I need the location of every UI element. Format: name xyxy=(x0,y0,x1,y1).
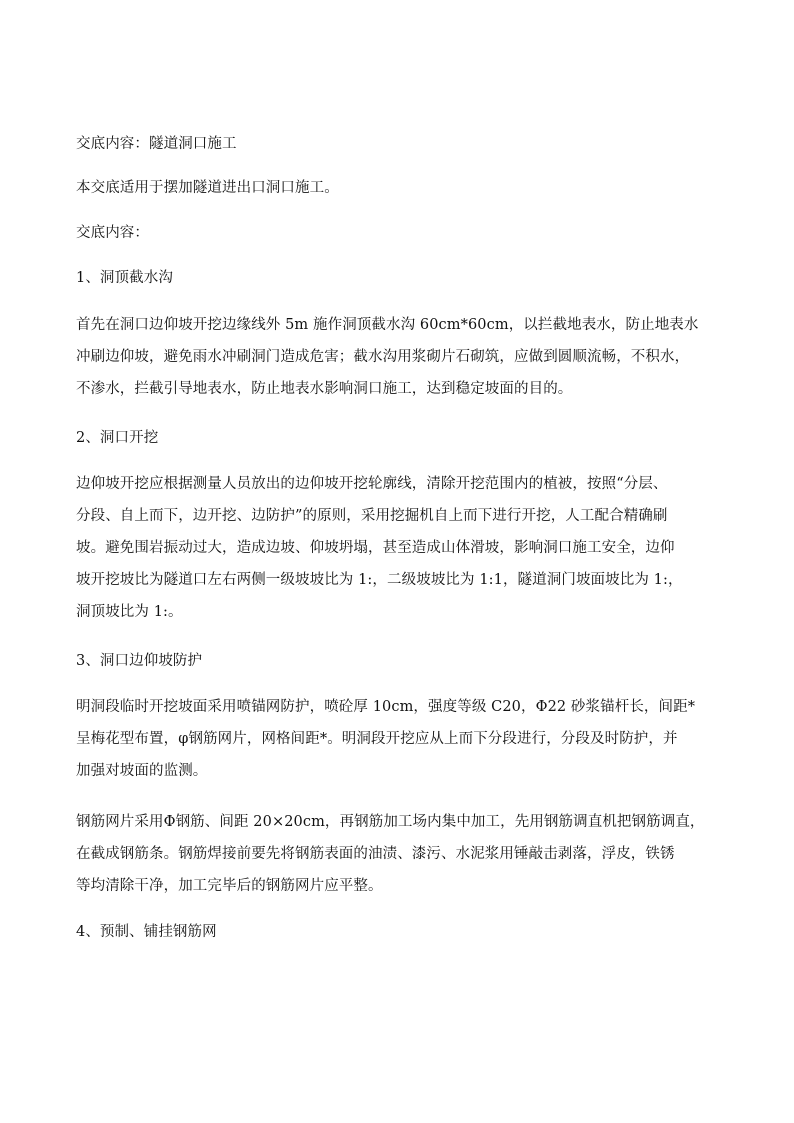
paragraph-line: 钢筋网片采用Φ钢筋、间距 20×20cm，再钢筋加工场内集中加工，先用钢筋调直机把钢筋调直， xyxy=(76,814,705,830)
paragraph-line: 分段、自上而下，边开挖、边防护”的原则，采用挖掘机自上而下进行开挖，人工配合精确刷 xyxy=(76,508,668,524)
content-label: 交底内容： xyxy=(76,225,149,241)
section-heading-3: 3、洞口边仰坡防护 xyxy=(76,653,203,669)
paragraph-line: 坡。避免围岩振动过大，造成边坡、仰坡坍塌，甚至造成山体滑坡，影响洞口施工安全，边仰 xyxy=(76,540,675,556)
paragraph-line: 等均清除干净，加工完毕后的钢筋网片应平整。 xyxy=(76,878,383,894)
paragraph-line: 边仰坡开挖应根据测量人员放出的边仰坡开挖轮廓线，清除开挖范围内的植被，按照“分层、 xyxy=(76,476,668,492)
section-heading-4: 4、预制、铺挂钢筋网 xyxy=(76,924,217,940)
document-heading: 交底内容：隧道洞口施工 xyxy=(76,136,237,152)
paragraph-line: 洞顶坡比为 1:。 xyxy=(76,604,183,620)
paragraph-line: 不渗水，拦截引导地表水，防止地表水影响洞口施工，达到稳定坡面的目的。 xyxy=(76,381,573,397)
paragraph-line: 在截成钢筋条。钢筋焊接前要先将钢筋表面的油渍、漆污、水泥浆用锤敲击剥落，浮皮，铁锈 xyxy=(76,846,675,862)
section-heading-1: 1、洞顶截水沟 xyxy=(76,270,173,286)
paragraph-line: 呈梅花型布置，φ钢筋网片，网格间距*。明洞段开挖应从上而下分段进行，分段及时防护，并 xyxy=(76,731,678,747)
scope-statement: 本交底适用于摆加隧道进出口洞口施工。 xyxy=(76,180,339,196)
paragraph-line: 坡开挖坡比为隧道口左右两侧一级坡坡比为 1:，二级坡坡比为 1:1，隧道洞门坡面坡比为 1:， xyxy=(76,572,683,588)
paragraph-line: 加强对坡面的监测。 xyxy=(76,763,208,779)
paragraph-line: 首先在洞口边仰坡开挖边缘线外 5m 施作洞顶截水沟 60cm*60cm，以拦截地表水，防止地表水 xyxy=(76,317,699,333)
paragraph-line: 明洞段临时开挖坡面采用喷锚网防护，喷砼厚 10cm，强度等级 C20，Φ22 砂浆锚杆长，间距* xyxy=(76,699,696,715)
section-heading-2: 2、洞口开挖 xyxy=(76,430,159,446)
paragraph-line: 冲刷边仰坡，避免雨水冲刷洞门造成危害；截水沟用浆砌片石砌筑，应做到圆顺流畅，不积水， xyxy=(76,349,690,365)
